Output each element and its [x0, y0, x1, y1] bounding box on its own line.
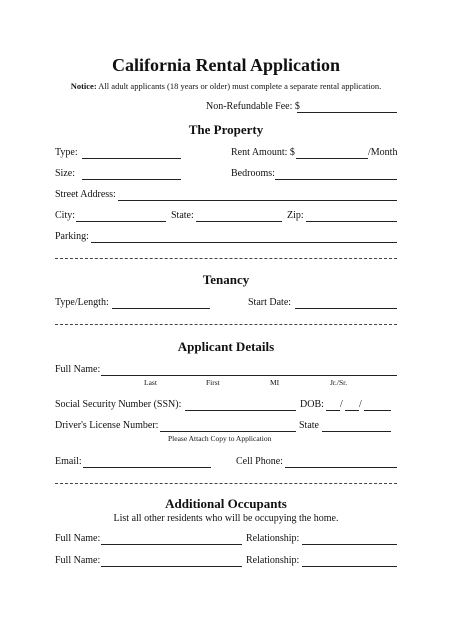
email-field[interactable]	[83, 467, 211, 468]
applicant-heading: Applicant Details	[177, 339, 275, 354]
city-field[interactable]	[76, 221, 166, 222]
occupant-relationship-field[interactable]	[302, 566, 397, 567]
fee-label: Non-Refundable Fee: $	[206, 101, 300, 112]
first-name-caption: First	[206, 378, 220, 387]
start-date-label: Start Date:	[248, 297, 292, 308]
full-name-label: Full Name:	[55, 364, 101, 375]
dob-label: DOB:	[300, 399, 324, 410]
license-state-field[interactable]	[322, 431, 391, 432]
occupant-name-label: Full Name:	[55, 533, 101, 544]
parking-field[interactable]	[91, 242, 397, 243]
rent-amount-label: Rent Amount: $	[231, 147, 295, 158]
bedrooms-field[interactable]	[275, 179, 397, 180]
dob-year-field[interactable]	[364, 410, 391, 411]
section-divider	[55, 258, 397, 259]
zip-label: Zip:	[287, 210, 304, 221]
occupant-relationship-label: Relationship:	[246, 555, 300, 566]
notice-text	[0, 81, 452, 91]
last-name-caption: Last	[144, 378, 157, 387]
rent-amount-field[interactable]	[296, 158, 368, 159]
street-address-field[interactable]	[118, 200, 397, 201]
occupant-name-label: Full Name:	[55, 555, 101, 566]
property-size-label: Size:	[55, 168, 75, 179]
license-field[interactable]	[160, 431, 296, 432]
section-divider	[55, 324, 397, 325]
zip-field[interactable]	[306, 221, 397, 222]
property-size-field[interactable]	[82, 179, 181, 180]
middle-initial-caption: MI	[270, 378, 280, 387]
bedrooms-label: Bedrooms:	[231, 168, 275, 179]
fee-field[interactable]	[297, 112, 397, 113]
full-name-field[interactable]	[101, 375, 397, 376]
notice-body: All adult applicants (18 years or older) must complete a separate rental application.	[96, 81, 382, 91]
ssn-label: Social Security Number (SSN):	[55, 399, 182, 410]
street-address-label: Street Address:	[55, 189, 116, 200]
state-label: State:	[171, 210, 194, 221]
email-label: Email:	[55, 456, 82, 467]
notice-label: Notice:	[70, 81, 97, 91]
license-state-label: State	[299, 420, 319, 431]
occupant-relationship-label: Relationship:	[246, 533, 300, 544]
dob-month-field[interactable]	[326, 410, 340, 411]
dob-day-field[interactable]	[345, 410, 359, 411]
license-label: Driver's License Number:	[55, 420, 159, 431]
dob-separator: /	[340, 399, 343, 410]
type-length-field[interactable]	[112, 308, 210, 309]
tenancy-heading: Tenancy	[202, 272, 250, 287]
property-type-label: Type:	[55, 147, 78, 158]
occupant-name-field[interactable]	[101, 544, 242, 545]
suffix-caption: Jr./Sr.	[330, 378, 348, 387]
section-divider	[55, 483, 397, 484]
property-type-field[interactable]	[82, 158, 181, 159]
cell-phone-label: Cell Phone:	[236, 456, 283, 467]
occupant-name-field[interactable]	[101, 566, 242, 567]
cell-phone-field[interactable]	[285, 467, 397, 468]
per-month-label: /Month	[368, 147, 398, 158]
state-field[interactable]	[196, 221, 282, 222]
property-heading: The Property	[188, 122, 264, 137]
occupants-heading: Additional Occupants	[165, 496, 287, 511]
dob-separator: /	[359, 399, 362, 410]
type-length-label: Type/Length:	[55, 297, 109, 308]
city-label: City:	[55, 210, 76, 221]
form-title: California Rental Application	[111, 55, 340, 75]
occupant-relationship-field[interactable]	[302, 544, 397, 545]
occupants-subtitle: List all other residents who will be occupying the home.	[113, 513, 339, 524]
attach-copy-note: Please Attach Copy to Application	[168, 434, 272, 443]
ssn-field[interactable]	[185, 410, 296, 411]
start-date-field[interactable]	[295, 308, 397, 309]
parking-label: Parking:	[55, 231, 89, 242]
